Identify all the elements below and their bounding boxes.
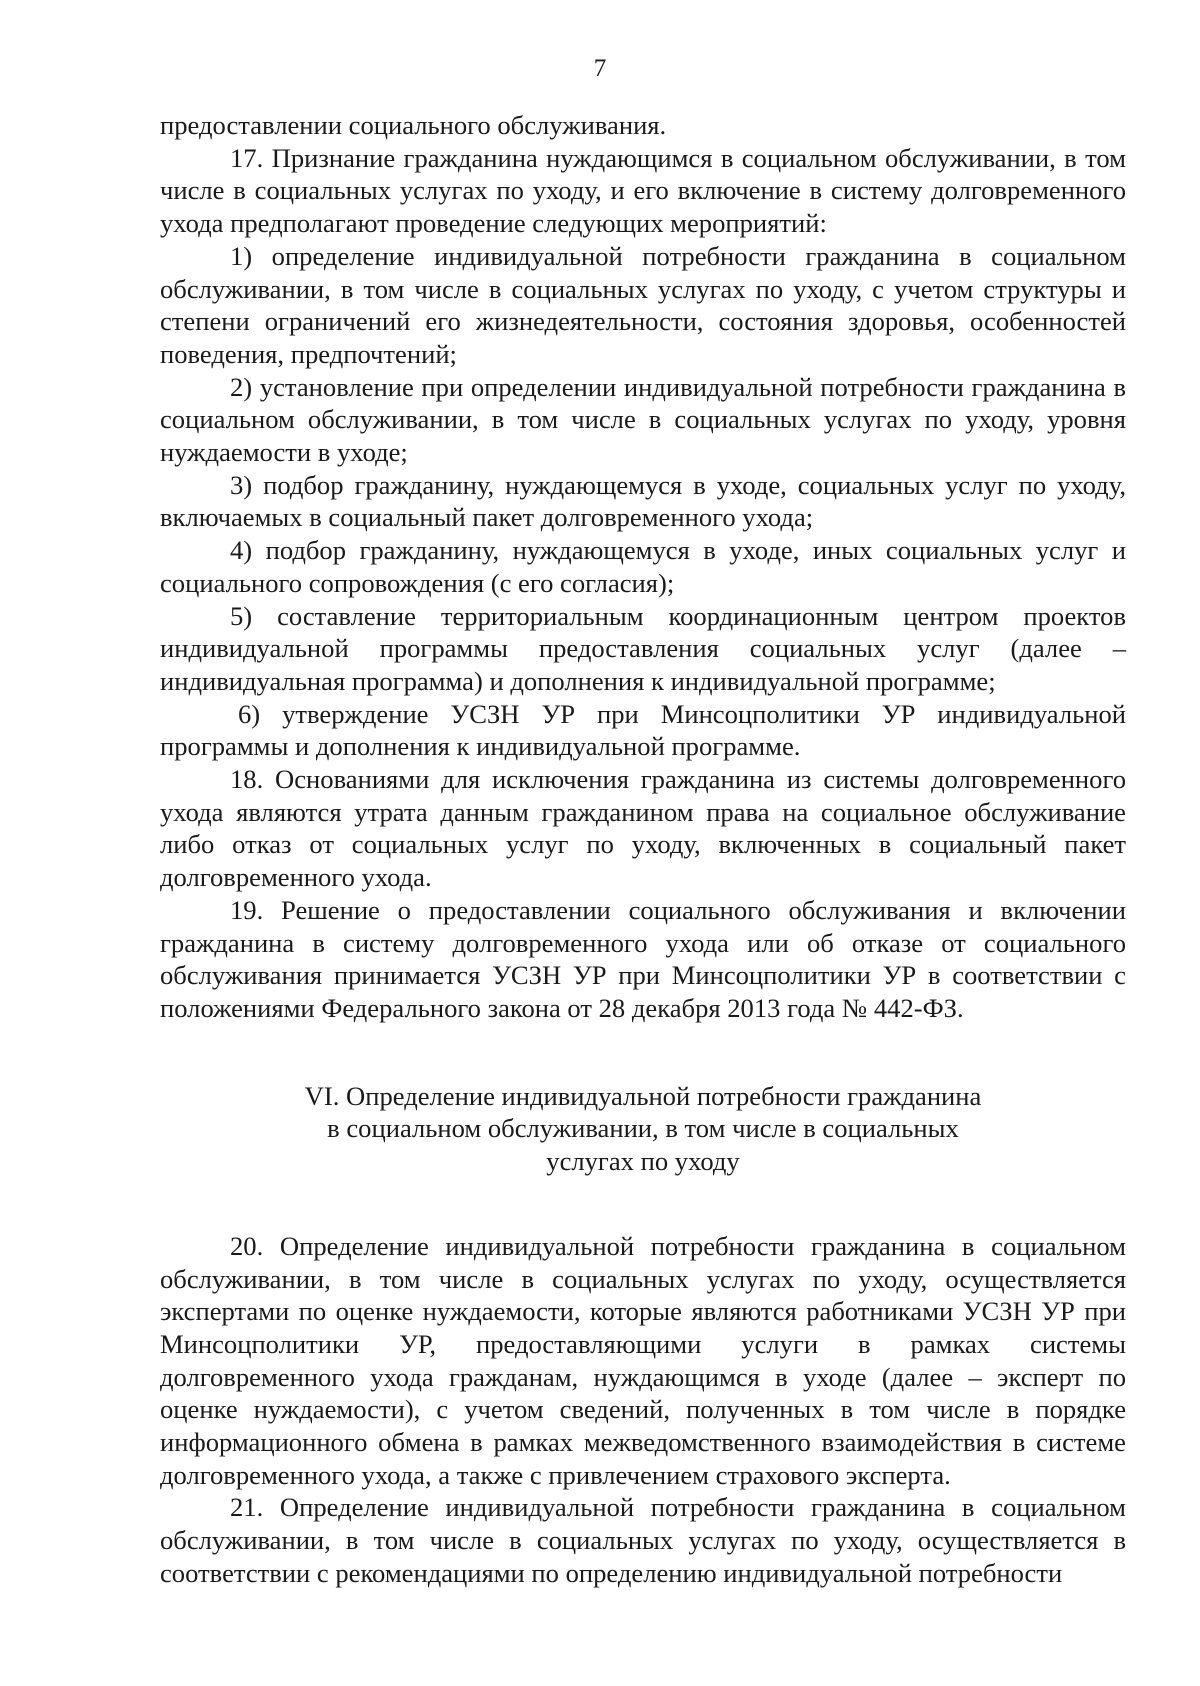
list-item-2: 2) установление при определении индивидуальной потребности гражданина в социальном обслуживании, в том числе в социальных услугах по уходу, уровня нуждаемости в уходе; xyxy=(160,371,1126,468)
paragraph-item-20: 20. Определение индивидуальной потребности гражданина в социальном обслуживании, в том числе в социальных услугах по уходу, осуществляется экспертами по оценке нуждаемости, которые являются работниками УСЗН УР при Минсоцполитики УР, предоставляющими услуги в рамках системы долговременного ухода гражданам, нуждающимся в уходе (далее – эксперт по оценке нуждаемости), с учетом сведений, полученных в том числе в порядке информационного обмена в рамках межведомственного взаимодействия в системе долговременного ухода, а также с привлечением страхового эксперта. xyxy=(160,1230,1126,1490)
document-body xyxy=(160,109,1126,1590)
section-heading-line-1: VI. Определение индивидуальной потребности гражданина xyxy=(304,1080,982,1111)
list-item-1: 1) определение индивидуальной потребности гражданина в социальном обслуживании, в том числе в социальных услугах по уходу, с учетом структуры и степени ограничений его жизнедеятельности, состояния здоровья, особенностей поведения, предпочтений; xyxy=(160,240,1126,369)
list-item-6: 6) утверждение УСЗН УР при Минсоцполитики УР индивидуальной программы и дополнения к индивидуальной программе. xyxy=(160,698,1126,762)
paragraph-item-21: 21. Определение индивидуальной потребности гражданина в социальном обслуживании, в том числе в социальных услугах по уходу, осуществляется в соответствии с рекомендациями по определению индивидуальной потребности xyxy=(160,1492,1126,1588)
paragraph-continuation: предоставлении социального обслуживания. xyxy=(160,110,667,140)
section-heading-line-3: услугах по уходу xyxy=(546,1146,740,1177)
list-item-4: 4) подбор гражданину, нуждающемуся в уходе, иных социальных услуг и социального сопровождения (с его согласия); xyxy=(160,535,1126,598)
paragraph-item-17: 17. Признание гражданина нуждающимся в социальном обслуживании, в том числе в социальных услугах по уходу, и его включение в систему долговременного ухода предполагают проведение следующих мероприятий: xyxy=(160,142,1126,239)
paragraph-item-18: 18. Основаниями для исключения гражданина из системы долговременного ухода являются утрата данным гражданином права на социальное обслуживание либо отказ от социальных услуг по уходу, включенных в социальный пакет долговременного ухода. xyxy=(160,764,1126,893)
paragraph-item-19: 19. Решение о предоставлении социального обслуживания и включении гражданина в систему долговременного ухода или об отказе от социального обслуживания принимается УСЗН УР при Минсоцполитики УР в соответствии с положениями Федерального закона от 28 декабря 2013 года № 442-ФЗ. xyxy=(160,894,1126,1023)
section-heading-line-2: в социальном обслуживании, в том числе в социальных xyxy=(327,1113,959,1144)
page-number: 7 xyxy=(593,55,607,82)
section-heading xyxy=(160,1080,1126,1178)
list-item-3: 3) подбор гражданину, нуждающемуся в уходе, социальных услуг по уходу, включаемых в социальный пакет долговременного ухода; xyxy=(160,469,1126,533)
list-item-5: 5) составление территориальным координационным центром проектов индивидуальной программы предоставления социальных услуг (далее – индивидуальная программа) и дополнения к индивидуальной программе; xyxy=(160,600,1126,696)
